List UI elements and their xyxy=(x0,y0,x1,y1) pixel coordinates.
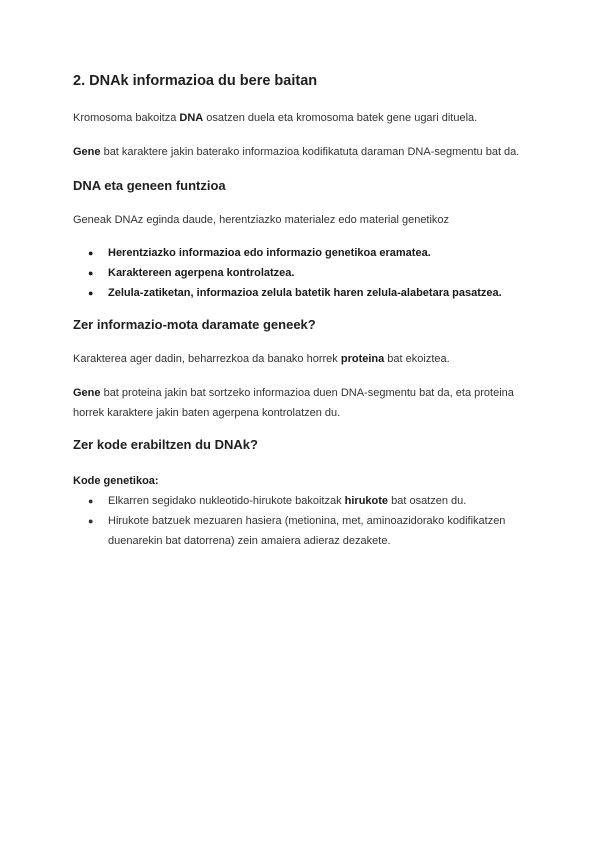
list-item xyxy=(73,263,533,283)
bullet-icon: ● xyxy=(88,268,94,278)
list-item xyxy=(73,491,533,511)
text: bat ekoiztea. xyxy=(384,353,450,365)
list-item xyxy=(73,511,533,551)
bold-term: proteina xyxy=(340,353,385,365)
subheading-code: Zer kode erabiltzen du DNAk? xyxy=(73,437,258,452)
text: bat osatzen du. xyxy=(388,495,467,507)
bold-term: Gene xyxy=(73,146,101,158)
subheading-info: Zer informazio-mota daramate geneek? xyxy=(73,317,316,332)
paragraph-gene-protein xyxy=(73,383,533,423)
code-label xyxy=(73,471,533,491)
list-item xyxy=(73,243,533,263)
paragraph-protein xyxy=(73,349,533,369)
text: Kromosoma bakoitza xyxy=(73,112,180,124)
text: bat karaktere jakin baterako informazioa kodifikatuta daraman DNA-segmentu bat da. xyxy=(100,146,520,158)
text: Elkarren segidako nukleotido-hirukote bakoitzak xyxy=(108,495,345,507)
function-list xyxy=(73,243,533,303)
text: osatzen duela eta kromosoma batek gene ugari dituela. xyxy=(203,112,478,124)
bold-term: Kode genetikoa: xyxy=(73,475,159,487)
list-item-text: Hirukote batzuek mezuaren hasiera (metionina, met, aminoazidorako kodifikatzen duenarekin bat datorrena) zein amaiera adieraz dezakete. xyxy=(108,515,506,547)
bold-term: hirukote xyxy=(344,495,389,507)
text: bat proteina jakin bat sortzeko informazioa duen DNA-segmentu bat da, eta proteina horrek karaktere jakin baten agerpena kontrolatzen du. xyxy=(73,387,514,419)
bullet-icon: ● xyxy=(88,496,94,506)
paragraph-function-intro: Geneak DNAz eginda daude, herentziazko materialez edo material genetikoz xyxy=(73,214,450,226)
bullet-icon: ● xyxy=(88,516,94,526)
list-item xyxy=(73,283,533,303)
bullet-icon: ● xyxy=(88,248,94,258)
bullet-icon: ● xyxy=(88,288,94,298)
document-page xyxy=(73,72,533,551)
paragraph-gene xyxy=(73,142,533,162)
subheading-function: DNA eta geneen funtzioa xyxy=(73,178,226,193)
list-item-text: Karaktereen agerpena kontrolatzea. xyxy=(108,267,295,279)
paragraph-dna xyxy=(73,108,533,128)
section-title: 2. DNAk informazioa du bere baitan xyxy=(73,73,318,89)
code-list xyxy=(73,491,533,551)
list-item-text: Zelula-zatiketan, informazioa zelula batetik haren zelula-alabetara pasatzea. xyxy=(108,287,502,299)
bold-term: DNA xyxy=(179,112,204,124)
list-item-text: Herentziazko informazioa edo informazio genetikoa eramatea. xyxy=(108,247,431,259)
bold-term: Gene xyxy=(73,387,101,399)
text: Karakterea ager dadin, beharrezkoa da banako horrek xyxy=(73,353,341,365)
